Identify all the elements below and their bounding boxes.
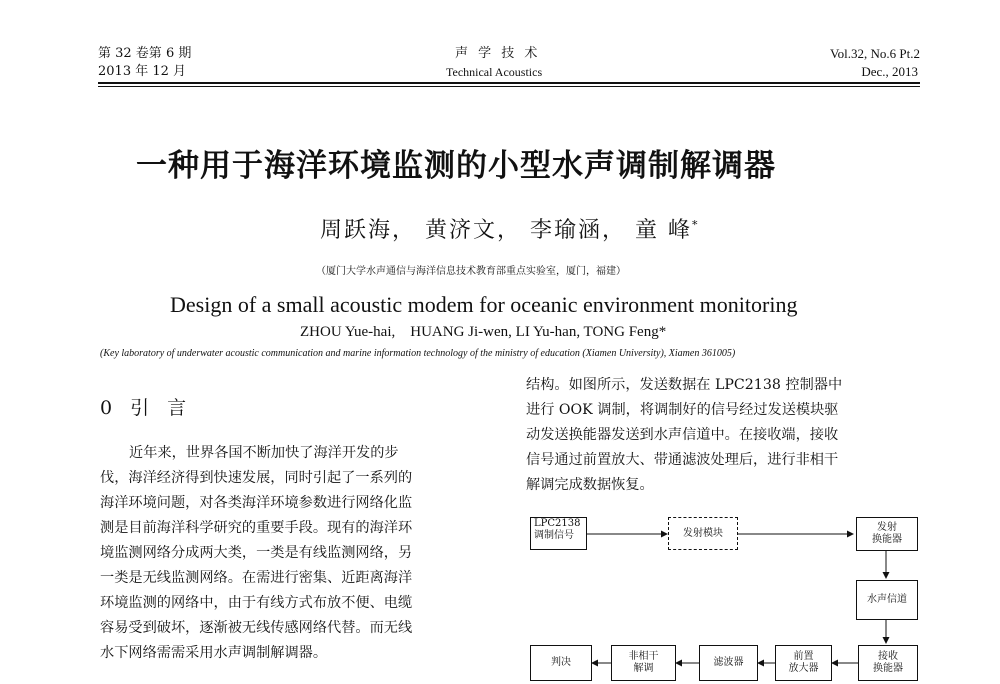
block-noncoherent-demod-line2: 解调 <box>633 663 654 674</box>
block-preamp-line1: 前置 <box>793 651 814 662</box>
block-decision <box>530 645 592 681</box>
left-line-7: 环境监测的网络中，由于有线方式布放不便、电缆 <box>100 595 413 611</box>
header-date-en: Dec., 2013 <box>861 64 918 79</box>
block-rx-transducer-line1: 接收 <box>878 651 898 662</box>
block-filter <box>699 645 758 681</box>
authors-en: ZHOU Yue-hai, HUANG Ji-wen, LI Yu-han, TONG Feng* <box>300 324 667 340</box>
block-channel-label: 水声信道 <box>867 594 907 605</box>
block-preamp-line2: 放大器 <box>788 663 819 674</box>
authors-zh-mark: * <box>691 218 700 232</box>
block-lpc2138 <box>530 517 587 550</box>
affiliation-en: (Key laboratory of underwater acoustic communication and marine information technology of the ministry of education (Xiamen University), Xiamen 361005) <box>100 348 736 359</box>
header-journal-zh: 声 学 技 术 <box>455 46 541 61</box>
right-line-4: 信号通过前置放大、带通滤波处理后，进行非相干 <box>526 452 839 468</box>
block-tx-module <box>668 517 738 550</box>
block-tx-module-label: 发射模块 <box>683 527 723 539</box>
block-tx-transducer <box>856 517 918 551</box>
block-preamp <box>775 645 832 681</box>
paper-title-zh: 一种用于海洋环境监测的小型水声调制解调器 <box>136 148 776 184</box>
header-volume-en: Vol.32, No.6 Pt.2 <box>829 46 920 61</box>
section-heading: 0 引 言 <box>100 397 193 419</box>
left-line-9: 水下网络需需采用水声调制解调器。 <box>100 645 328 661</box>
block-noncoherent-demod-line1: 非相干 <box>628 651 659 662</box>
left-line-8: 容易受到破坏，逐渐被无线传感网络代替。而无线 <box>100 620 413 636</box>
block-filter-label: 滤波器 <box>713 657 744 668</box>
affiliation-zh: （厦门大学水声通信与海洋信息技术教育部重点实验室，厦门，福建） <box>316 266 626 277</box>
left-line-3: 海洋环境问题，对各类海洋环境参数进行网络化监 <box>100 495 413 511</box>
block-lpc2138-line2: 调制信号 <box>534 530 574 541</box>
right-line-1: 结构。如图所示，发送数据在 LPC2138 控制器中 <box>526 377 843 393</box>
block-tx-transducer-line2: 换能器 <box>872 534 902 545</box>
block-lpc2138-line1: LPC2138 <box>534 518 581 529</box>
paper-title-en: Design of a small acoustic modem for oceanic environment monitoring <box>170 292 798 317</box>
block-channel <box>856 580 918 620</box>
block-decision-label: 判决 <box>551 657 571 668</box>
header-journal-en: Technical Acoustics <box>446 65 543 79</box>
left-line-4: 测是目前海洋科学研究的重要手段。现有的海洋环 <box>100 520 413 536</box>
left-line-1: 近年来，世界各国不断加快了海洋开发的步 <box>129 445 399 461</box>
left-line-5: 境监测网络分成两大类，一类是有线监测网络，另 <box>100 545 413 561</box>
block-rx-transducer-line2: 换能器 <box>873 663 903 674</box>
block-rx-transducer <box>858 645 918 681</box>
block-noncoherent-demod <box>611 645 676 681</box>
authors-zh-names: 周跃海， 黄济文， 李瑜涵， 童 峰 <box>320 218 692 243</box>
right-line-2: 进行 OOK 调制，将调制好的信号经过发送模块驱 <box>526 402 839 418</box>
block-tx-transducer-line1: 发射 <box>877 522 897 533</box>
header-volume-zh: 第 32 卷第 6 期 <box>98 46 192 61</box>
right-line-3: 动发送换能器发送到水声信道中。在接收端，接收 <box>526 427 839 443</box>
header-date-zh: 2013 年 12 月 <box>98 64 187 79</box>
left-line-6: 一类是无线监测网络。在需进行密集、近距离海洋 <box>100 570 413 586</box>
right-line-5: 解调完成数据恢复。 <box>526 477 654 493</box>
left-line-2: 伐，海洋经济得到快速发展，同时引起了一系列的 <box>100 470 413 486</box>
